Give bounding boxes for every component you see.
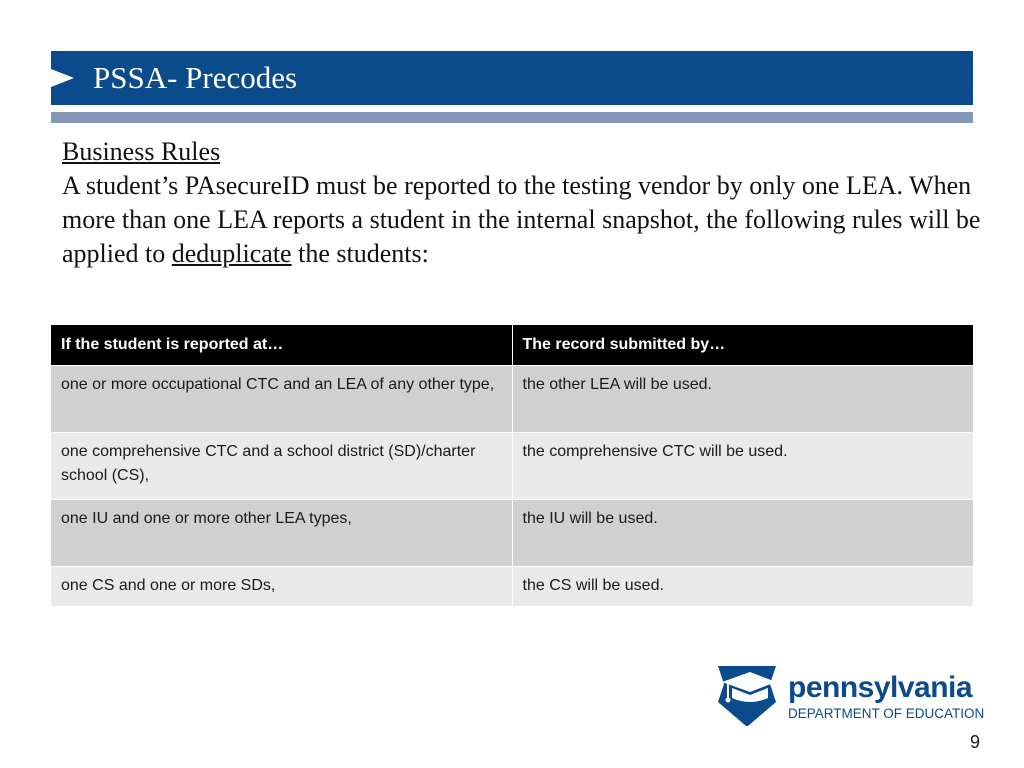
logo-subtitle: DEPARTMENT OF EDUCATION (788, 706, 985, 721)
table-row (51, 567, 973, 607)
intro-deduplicate-term: deduplicate (171, 239, 292, 268)
title-arrow-icon (51, 51, 95, 105)
section-heading: Business Rules (62, 137, 221, 166)
intro-text-end: the students: (291, 239, 429, 268)
pa-department-of-education-logo (714, 664, 984, 730)
keystone-graduation-cap-icon (714, 664, 780, 728)
table-row (51, 433, 973, 500)
intro-text-start: A student’s PAsecureID must be reported to the testing vendor by only one LEA. When more than one LEA reports a student in the internal snapshot, the following rules will be applied to (62, 171, 981, 268)
page-number: 9 (969, 732, 980, 752)
slide-title: PSSA- Precodes (93, 60, 298, 95)
table-cell-reported-at: one CS and one or more SDs, (51, 567, 512, 607)
table-cell-reported-at: one or more occupational CTC and an LEA of any other type, (51, 366, 512, 433)
table-cell-reported-at: one comprehensive CTC and a school district (SD)/charter school (CS), (51, 433, 512, 500)
table-cell-reported-at: one IU and one or more other LEA types, (51, 500, 512, 567)
business-rules-table (51, 325, 973, 606)
header-reported-at: If the student is reported at… (51, 325, 512, 366)
header-record-submitted-by: The record submitted by… (512, 325, 973, 366)
intro-paragraph (62, 169, 982, 271)
table-cell-record-used: the IU will be used. (512, 500, 973, 567)
table-row (51, 366, 973, 433)
table-cell-record-used: the CS will be used. (512, 567, 973, 607)
title-underline-bar (51, 112, 973, 123)
table-cell-record-used: the other LEA will be used. (512, 366, 973, 433)
table-row (51, 500, 973, 567)
logo-wordmark: pennsylvania (788, 671, 973, 704)
table-header-row (51, 325, 973, 366)
table-cell-record-used: the comprehensive CTC will be used. (512, 433, 973, 500)
